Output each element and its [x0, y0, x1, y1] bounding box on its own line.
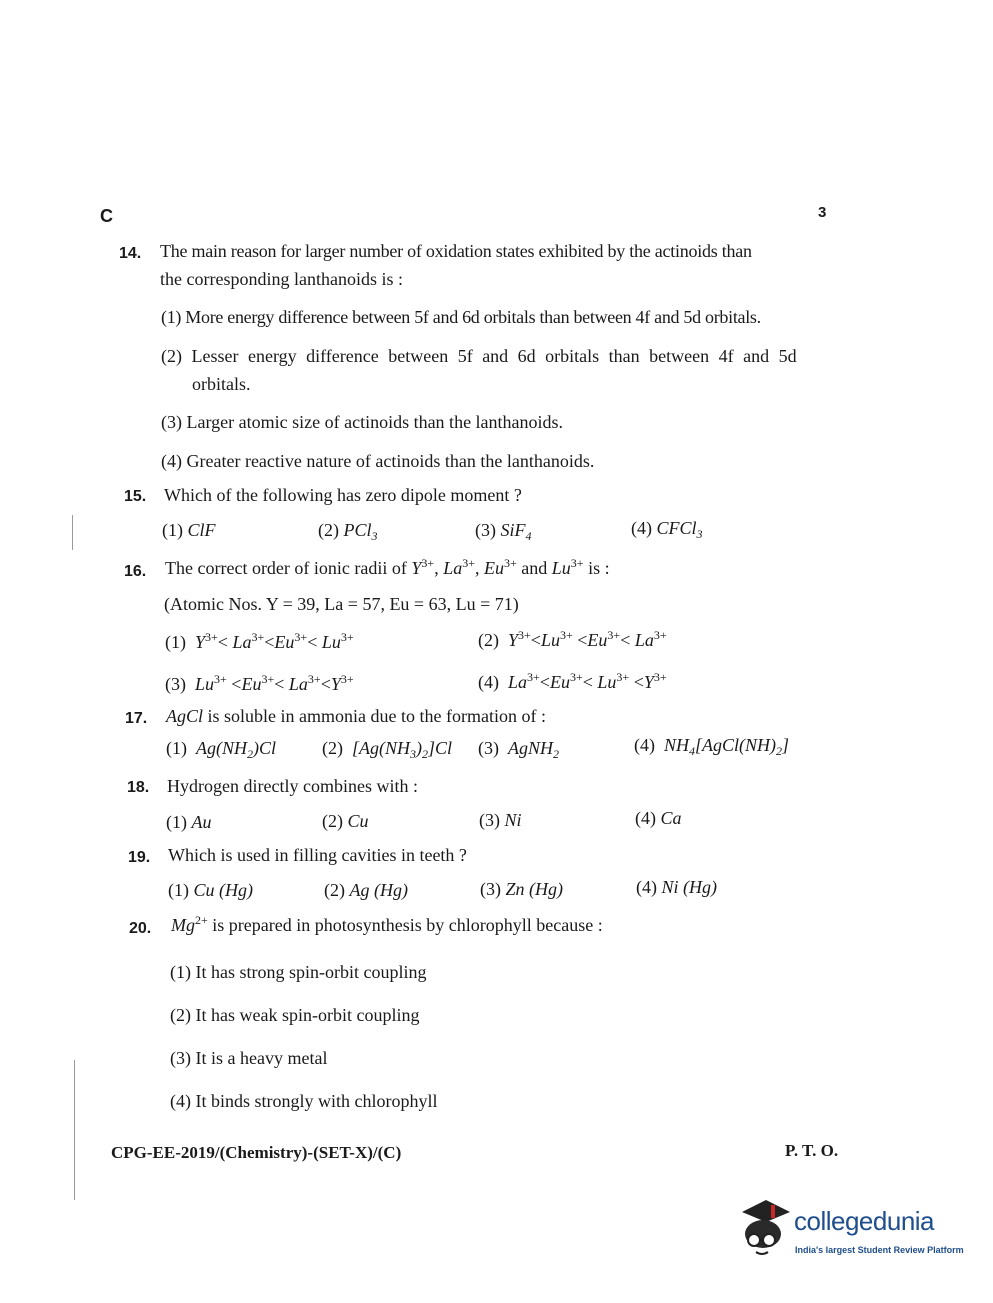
option-label: (4) — [631, 518, 652, 538]
page-number: 3 — [818, 204, 827, 221]
option-4 — [631, 518, 703, 539]
question-number: 18. — [127, 779, 150, 796]
option-2: (2) Ag (Hg) — [324, 880, 408, 900]
question-text: The main reason for larger number of oxidation states exhibited by the actinoids than — [160, 241, 752, 261]
option-4: (4) $La^{3+}<Eu^{3+}< Lu^{3+} <Y^{3+}$ — [478, 670, 667, 692]
formula: PCl$_3$ — [343, 520, 378, 543]
question-text: $Mg^{2+}$ is prepared in photosynthesis by chlorophyll because : — [171, 913, 603, 935]
question-text: AgCl is soluble in ammonia due to the formation of : — [166, 706, 546, 726]
option-4: (4) $NH_4[AgCl(NH)_2]$ — [634, 735, 790, 758]
option-2: (2) $[Ag(NH_3)_2]Cl$ — [322, 738, 453, 761]
option-2: (2) Cu — [322, 811, 369, 831]
option-3 — [475, 520, 532, 541]
question-text: the corresponding lanthanoids is : — [160, 269, 403, 289]
scan-margin-line — [72, 515, 73, 550]
question-text: Which is used in filling cavities in teeth ? — [168, 845, 467, 865]
option-3: (3) AgNH$_2$ — [478, 738, 559, 761]
option-1: (1) Au — [166, 812, 212, 832]
option-label: (2) — [318, 520, 339, 540]
formula: CFCl$_3$ — [656, 518, 703, 541]
option-1: (1) $Ag(NH_2)Cl$ — [166, 738, 277, 761]
scan-margin-line — [74, 1060, 75, 1200]
question-number: 19. — [128, 849, 151, 866]
option-4: (4) It binds strongly with chlorophyll — [170, 1091, 438, 1111]
footer-pto: P. T. O. — [785, 1141, 839, 1160]
question-number: 17. — [125, 710, 148, 727]
option-1: (1) $Y^{3+}< La^{3+}<Eu^{3+}< Lu^{3+}$ — [165, 630, 354, 652]
option-3: (3) Zn (Hg) — [480, 879, 563, 899]
question-text: Hydrogen directly combines with : — [167, 776, 418, 796]
set-letter: C — [100, 206, 113, 226]
mascot-icon — [736, 1196, 794, 1258]
option-2: (2) Lesser energy difference between 5f and 6d orbitals than between 4f and 5d — [161, 346, 797, 366]
formula: ClF — [187, 520, 216, 540]
option-2: (2) It has weak spin-orbit coupling — [170, 1005, 420, 1025]
question-number: 15. — [124, 488, 147, 505]
footer-code: CPG-EE-2019/(Chemistry)-(SET-X)/(C) — [111, 1143, 402, 1162]
option-2 — [318, 520, 378, 541]
option-2: (2) $Y^{3+}<Lu^{3+} <Eu^{3+}< La^{3+}$ — [478, 628, 667, 650]
option-4: (4) Greater reactive nature of actinoids than the lanthanoids. — [161, 451, 595, 471]
option-1: (1) More energy difference between 5f and 6d orbitals than between 4f and 5d orbitals. — [161, 307, 761, 327]
option-1: (1) It has strong spin-orbit coupling — [170, 962, 427, 982]
option-label: (3) — [475, 520, 496, 540]
question-number: 14. — [119, 245, 142, 262]
formula: SiF$_4$ — [500, 520, 532, 543]
option-label: (1) — [162, 520, 183, 540]
option-3: (3) Ni — [479, 810, 522, 830]
question-number: 16. — [124, 563, 147, 580]
question-number: 20. — [129, 920, 152, 937]
option-4: (4) Ca — [635, 808, 682, 828]
option-3: (3) Larger atomic size of actinoids than the lanthanoids. — [161, 412, 564, 432]
brand-tagline: India's largest Student Review Platform — [795, 1245, 964, 1255]
question-text: The correct order of ionic radii of $Y^{3+}$, $La^{3+}$, $Eu^{3+}$ and $Lu^{3+}$ is : — [165, 556, 610, 578]
option-1: (1) Cu (Hg) — [168, 880, 253, 900]
option-4: (4) Ni (Hg) — [636, 877, 717, 897]
question-text: Which of the following has zero dipole moment ? — [164, 485, 522, 505]
option-2-continued: orbitals. — [192, 374, 251, 394]
brand-name: collegedunia — [794, 1206, 935, 1236]
option-3: (3) $Lu^{3+} <Eu^{3+}< La^{3+}<Y^{3+}$ — [165, 672, 354, 694]
option-1 — [162, 520, 216, 541]
option-3: (3) It is a heavy metal — [170, 1048, 328, 1068]
collegedunia-watermark — [736, 1196, 966, 1266]
atomic-numbers-note: (Atomic Nos. Y = 39, La = 57, Eu = 63, Lu = 71) — [164, 594, 519, 614]
